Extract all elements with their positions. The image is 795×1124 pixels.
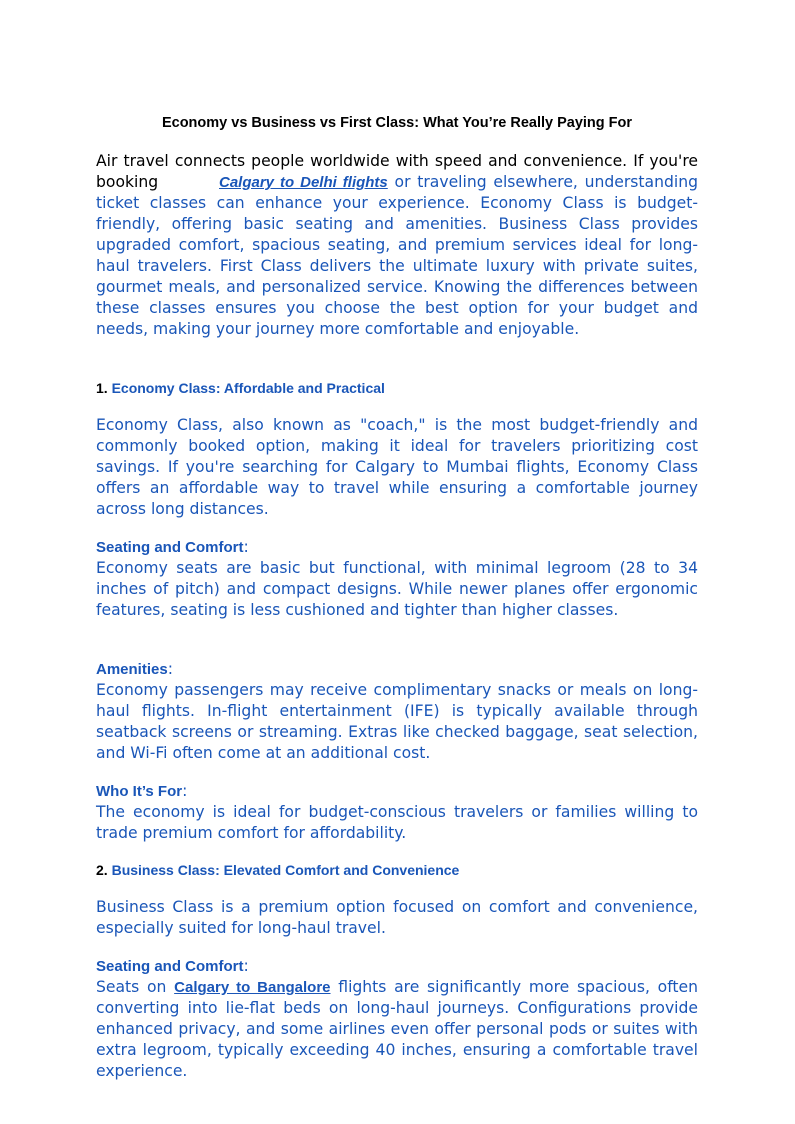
section1-seating-text: Economy seats are basic but functional, with minimal legroom (28 to 34 inches of pitch) and compact designs. While newer planes offer ergonomic features, seating is less cushioned and tighter than higher classes. <box>96 559 698 619</box>
section2-seating-pre: Seats on <box>96 978 175 996</box>
document-title: Economy vs Business vs First Class: What You’re Really Paying For <box>161 115 633 131</box>
section2-title: Business Class: Elevated Comfort and Convenience <box>111 862 460 878</box>
section1-seating-label: Seating and Comfort <box>96 539 244 556</box>
colon: : <box>243 538 249 556</box>
intro-text-rest: or traveling elsewhere, understanding ticket classes can enhance your experience. Economy Class is budget-friendly, offering basic seating and amenities. Business Class provides upgraded comfort, spacious seating, and premium services ideal for long-haul travelers. First Class delivers the ultimate luxury with private suites, gourmet meals, and personalized service. Knowing the differences between these classes ensures you choose the best option for your budget and needs, making your journey more comfortable and enjoyable. <box>96 173 698 338</box>
section2-seating-label: Seating and Comfort <box>96 958 244 975</box>
colon: : <box>167 660 173 678</box>
section1-amenities-label: Amenities <box>96 661 168 678</box>
section2-intro: Business Class is a premium option focused on comfort and convenience, especially suited for long-haul travel. <box>96 898 698 937</box>
intro-text-start: Air travel connects people worldwide with speed and convenience. If you're booking <box>96 152 698 191</box>
section2-seating <box>96 956 698 1082</box>
colon: : <box>243 957 249 975</box>
section1-who <box>96 781 698 844</box>
section2-heading <box>96 862 698 878</box>
calgary-delhi-link[interactable]: Calgary to Delhi flights <box>219 174 388 191</box>
section1-heading <box>96 380 698 396</box>
section1-seating <box>96 537 698 621</box>
section1-who-text: The economy is ideal for budget-conscious travelers or families willing to trade premium comfort for affordability. <box>96 803 698 842</box>
section1-amenities-text: Economy passengers may receive complimentary snacks or meals on long-haul flights. In-flight entertainment (IFE) is typically available through seatback screens or streaming. Extras like checked baggage, seat selection, and Wi-Fi often come at an additional cost. <box>96 681 698 762</box>
section1-intro: Economy Class, also known as "coach," is the most budget-friendly and commonly booked option, making it ideal for travelers prioritizing cost savings. If you're searching for Calgary to Mumbai flights, Economy Class offers an affordable way to travel while ensuring a comfortable journey across long distances. <box>96 416 698 518</box>
section2-number: 2. <box>96 862 108 878</box>
calgary-bangalore-link[interactable]: Calgary to Bangalore <box>174 979 331 996</box>
intro-paragraph <box>96 151 698 340</box>
section1-who-label: Who It’s For <box>96 783 183 800</box>
section1-title: Economy Class: Affordable and Practical <box>111 380 385 396</box>
section2-seating-text: flights are significantly more spacious, often converting into lie-flat beds on long-haul journeys. Configurations provide enhanced privacy, and some airlines even offer personal pods or suites with extra legroom, typically exceeding 40 inches, ensuring a comfortable travel experience. <box>96 978 699 1080</box>
colon: : <box>182 782 188 800</box>
section1-number: 1. <box>96 380 108 396</box>
section1-amenities <box>96 659 698 764</box>
